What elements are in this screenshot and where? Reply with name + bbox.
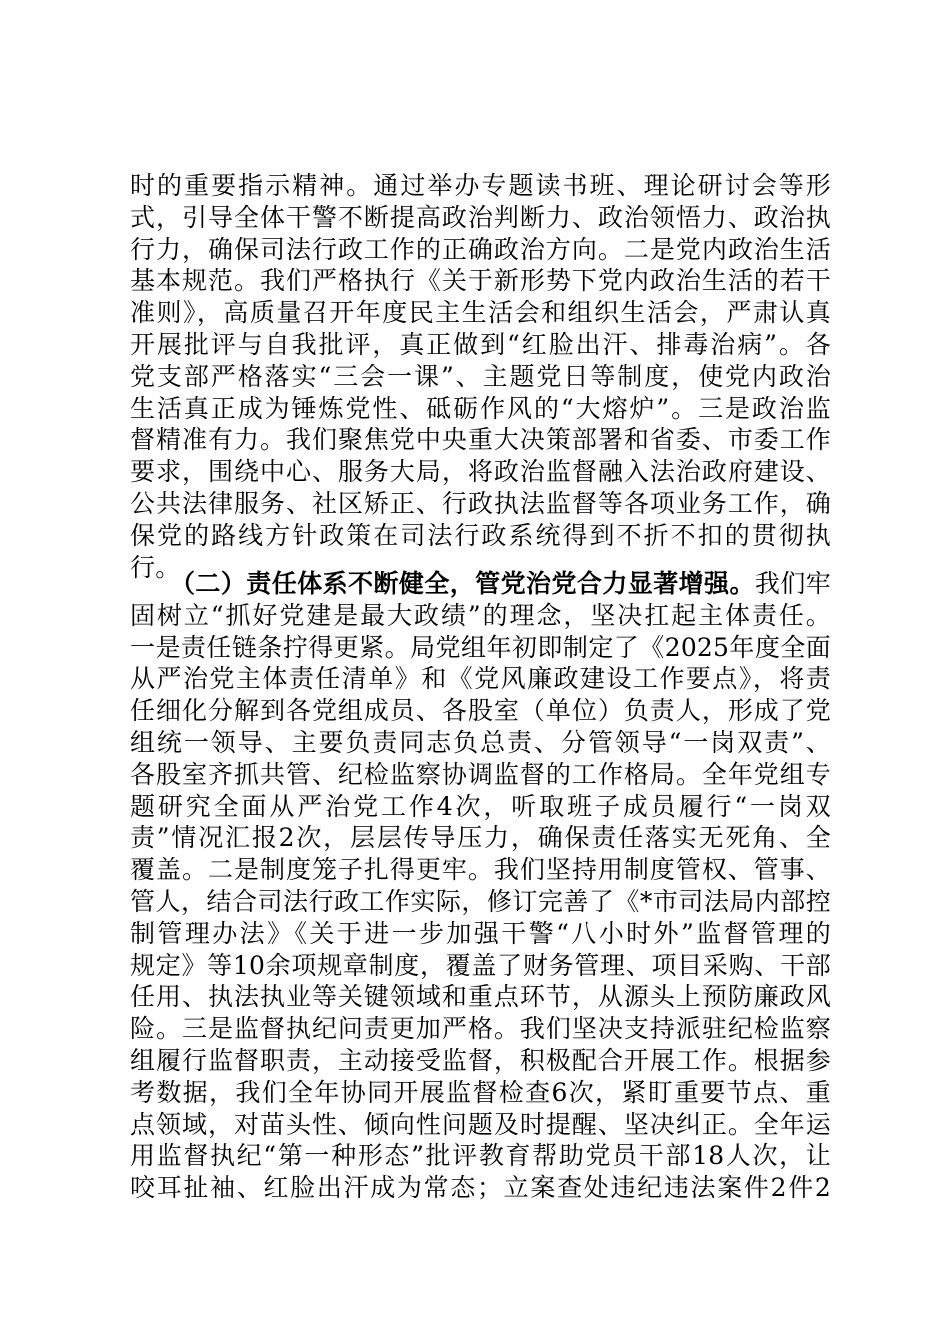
text-line: 要求，围绕中心、服务大局，将政治监督融入法治政府建设、 [130, 457, 831, 487]
text-line: 时的重要指示精神。通过举办专题读书班、理论研讨会等形 [130, 171, 831, 200]
text-line: 督精准有力。我们聚焦党中央重大决策部署和省委、市委工作 [130, 425, 831, 455]
text-line: 一是责任链条拧得更紧。局党组年初即制定了《2025年度全面 [130, 632, 831, 662]
text-line: 覆盖。二是制度笼子扎得更牢。我们坚持用制度管权、管事、 [130, 855, 831, 885]
text-line: 行。 [130, 552, 181, 582]
text-line: 保党的路线方针政策在司法行政系统得到不折不扣的贯彻执 [130, 520, 831, 550]
text-line: 规定》等10余项规章制度，覆盖了财务管理、项目采购、干部 [130, 950, 831, 980]
text-line: 制管理办法》《关于进一步加强干警“八小时外”监督管理的 [130, 918, 831, 948]
text-line: 考数据，我们全年协同开展监督检查6次，紧盯重要节点、重 [130, 1077, 831, 1107]
text-line: 责”情况汇报2次，层层传导压力，确保责任落实无死角、全 [130, 823, 831, 853]
text-line: 险。三是监督执纪问责更加严格。我们坚决支持派驻纪检监察 [130, 1014, 831, 1044]
text-line: 公共法律服务、社区矫正、行政执法监督等各项业务工作，确 [130, 488, 831, 518]
text-line: 各股室齐抓共管、纪检监察协调监督的工作格局。全年党组专 [130, 759, 831, 789]
text-line: 题研究全面从严治党工作4次，听取班子成员履行“一岗双 [130, 791, 831, 821]
text-line: 组统一领导、主要负责同志负总责、分管领导“一岗双责”、 [130, 727, 831, 757]
text-line: 咬耳扯袖、红脸出汗成为常态；立案查处违纪违法案件2件2 [130, 1173, 831, 1203]
text-line: 基本规范。我们严格执行《关于新形势下党内政治生活的若干 [130, 266, 831, 296]
paragraph-political-construction [130, 170, 831, 583]
text-line: 任细化分解到各党组成员、各股室（单位）负责人，形成了党 [130, 696, 831, 726]
text-line: 任用、执法执业等关键领域和重点环节，从源头上预防廉政风 [130, 982, 831, 1012]
text-line: 开展批评与自我批评，真正做到“红脸出汗、排毒治病”。各 [130, 329, 831, 359]
text-line: 用监督执纪“第一种形态”批评教育帮助党员干部18人次，让 [130, 1141, 831, 1171]
text-line: 党支部严格落实“三会一课”、主题党日等制度，使党内政治 [130, 361, 831, 391]
section-heading: （二）责任体系不断健全，管党治党合力显著增强。 [170, 569, 755, 598]
text-line: 行力，确保司法行政工作的正确政治方向。二是党内政治生活 [130, 234, 831, 264]
text-line: 管人，结合司法行政工作实际，修订完善了《*市司法局内部控 [130, 886, 831, 916]
text-line: 点领域，对苗头性、倾向性问题及时提醒、坚决纠正。全年运 [130, 1109, 831, 1139]
text-line: 式，引导全体干警不断提高政治判断力、政治领悟力、政治执 [130, 202, 831, 232]
paragraph-responsibility-system [130, 568, 831, 1204]
section-heading-line [130, 568, 831, 600]
heading-line-rest: 我们牢 [754, 569, 831, 598]
text-line: 准则》，高质量召开年度民主生活会和组织生活会，严肃认真 [130, 298, 831, 328]
text-line: 固树立“抓好党建是最大政绩”的理念，坚决扛起主体责任。 [130, 600, 831, 630]
text-line: 生活真正成为锤炼党性、砥砺作风的“大熔炉”。三是政治监 [130, 393, 831, 423]
text-line: 组履行监督职责，主动接受监督，积极配合开展工作。根据参 [130, 1045, 831, 1075]
text-line: 从严治党主体责任清单》和《党风廉政建设工作要点》，将责 [130, 664, 831, 694]
